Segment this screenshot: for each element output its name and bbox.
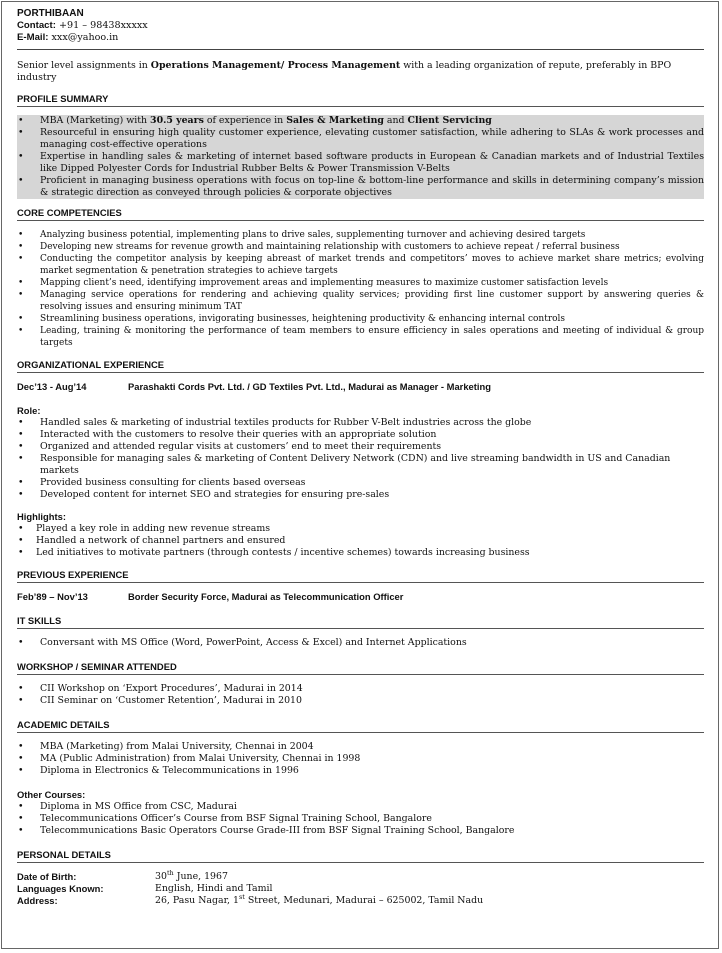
job-position: Border Security Force, Madurai as Telecommunication Officer	[128, 591, 404, 602]
objective-statement: Senior level assignments in Operations Management/ Process Management with a leading organization of repute, preferably in BPO industry	[17, 60, 672, 83]
languages-value: English, Hindi and Tamil	[155, 883, 273, 894]
table-row	[17, 883, 483, 895]
email-line	[17, 32, 704, 44]
profile-summary-box	[17, 115, 704, 199]
list-item: • Streamlining business operations, invigorating businesses, heightening productivity & enhancing internal controls	[17, 313, 704, 325]
list-item: • MA (Public Administration) from Malai University, Chennai in 1998	[17, 753, 704, 765]
academic-list	[17, 741, 704, 777]
role-label: Role:	[17, 405, 41, 416]
list-item: • Developed content for internet SEO and strategies for ensuring pre-sales	[17, 489, 704, 501]
list-item: • Analyzing business potential, implementing plans to drive sales, supplementing turnover and achieving desired targets	[17, 229, 704, 241]
header-divider	[17, 49, 704, 50]
table-row	[17, 895, 483, 907]
list-item: • Leading, training & monitoring the performance of team members to ensure efficiency in sales operations and meeting of individual & group targets	[17, 325, 704, 349]
highlights-label: Highlights:	[17, 511, 66, 522]
contact-value: +91 – 98438xxxxx	[58, 20, 148, 31]
profile-summary-list	[17, 115, 704, 199]
current-job-heading	[17, 381, 704, 393]
section-title-personal-details: PERSONAL DETAILS	[17, 849, 704, 863]
list-item: • Expertise in handling sales & marketing of internet based software products in European & Canadian markets and of Industrial Textiles like Dipped Polyester Cords for Industrial Rubber Belts & Power Transmission V-Belts	[17, 151, 704, 175]
resume-header	[17, 8, 704, 44]
list-item: • Handled a network of channel partners and ensured	[17, 535, 704, 547]
list-item: • Proficient in managing business operations with focus on top-line & bottom-line performance and skills in determining company’s mission & strategic direction as conveyed through policies & corporate objectives	[17, 175, 704, 199]
list-item: • Organized and attended regular visits at customers’ end to meet their requirements	[17, 441, 704, 453]
section-title-previous-experience: PREVIOUS EXPERIENCE	[17, 569, 704, 583]
dob-value: 30th June, 1967	[155, 868, 228, 882]
email-value: xxx@yahoo.in	[51, 32, 119, 43]
section-title-workshop: WORKSHOP / SEMINAR ATTENDED	[17, 661, 704, 675]
address-value: 26, Pasu Nagar, 1st Street, Medunari, Madurai – 625002, Tamil Nadu	[155, 892, 484, 906]
list-item: • Played a key role in adding new revenue streams	[17, 523, 704, 535]
role-list	[17, 417, 704, 501]
job-position: Parashakti Cords Pvt. Ltd. / GD Textiles Pvt. Ltd., Madurai as Manager - Marketing	[128, 381, 491, 392]
list-item: • Diploma in Electronics & Telecommunications in 1996	[17, 765, 704, 777]
workshop-list	[17, 683, 704, 707]
core-competencies-list	[17, 229, 704, 349]
list-item: • Conducting the competitor analysis by keeping abreast of market trends and competitors’ moves to achieve market share metrics; evolving market segmentation & penetration strategies to achieve targets	[17, 253, 704, 277]
job-dates: Dec’13 - Aug’14	[17, 381, 87, 392]
job-dates: Feb’89 – Nov’13	[17, 591, 88, 602]
section-title-it-skills: IT SKILLS	[17, 615, 704, 629]
contact-label: Contact:	[17, 20, 56, 31]
section-title-organizational-experience: ORGANIZATIONAL EXPERIENCE	[17, 359, 704, 373]
section-title-profile-summary: PROFILE SUMMARY	[17, 93, 704, 107]
list-item: • Diploma in MS Office from CSC, Madurai	[17, 801, 704, 813]
list-item: • Conversant with MS Office (Word, PowerPoint, Access & Excel) and Internet Applications	[17, 637, 704, 649]
objective-focus: Operations Management/ Process Management	[150, 60, 401, 71]
previous-job-heading	[17, 591, 704, 603]
email-label: E-Mail:	[17, 32, 49, 43]
list-item: • Handled sales & marketing of industrial textiles products for Rubber V-Belt industries across the globe	[17, 417, 704, 429]
list-item: • Telecommunications Basic Operators Course Grade-III from BSF Signal Training School, Bangalore	[17, 825, 704, 837]
list-item: • Developing new streams for revenue growth and maintaining relationship with customers to achieve repeat / referral business	[17, 241, 704, 253]
list-item: • Mapping client’s need, identifying improvement areas and implementing measures to maximize customer satisfaction levels	[17, 277, 704, 289]
list-item: • Interacted with the customers to resolve their queries with an appropriate solution	[17, 429, 704, 441]
contact-line	[17, 20, 704, 32]
list-item: • Led initiatives to motivate partners (through contests / incentive schemes) towards increasing business	[17, 547, 704, 559]
list-item: • Responsible for managing sales & marketing of Content Delivery Network (CDN) and live streaming bandwidth in US and Canadian markets	[17, 453, 704, 477]
list-item: • Provided business consulting for clients based overseas	[17, 477, 704, 489]
resume-page	[1, 1, 719, 949]
list-item: • Telecommunications Officer’s Course from BSF Signal Training School, Bangalore	[17, 813, 704, 825]
section-title-core-competencies: CORE COMPETENCIES	[17, 207, 704, 221]
personal-details-table	[17, 868, 484, 907]
list-item: • CII Workshop on ‘Export Procedures’, Madurai in 2014	[17, 683, 704, 695]
table-row	[17, 871, 483, 883]
highlights-list	[17, 523, 704, 559]
list-item: • MBA (Marketing) with 30.5 years of experience in Sales & Marketing and Client Servicing	[17, 115, 704, 127]
dob-label: Date of Birth:	[17, 871, 77, 882]
other-courses-list	[17, 801, 704, 837]
languages-label: Languages Known:	[17, 883, 104, 894]
list-item: • CII Seminar on ‘Customer Retention’, Madurai in 2010	[17, 695, 704, 707]
it-skills-list	[17, 637, 704, 649]
list-item: • MBA (Marketing) from Malai University, Chennai in 2004	[17, 741, 704, 753]
section-title-academic-details: ACADEMIC DETAILS	[17, 719, 704, 733]
address-label: Address:	[17, 895, 58, 906]
list-item: • Managing service operations for rendering and achieving quality services; providing first line customer support by answering queries & resolving issues and ensuring minimum TAT	[17, 289, 704, 313]
candidate-name: PORTHIBAAN	[17, 8, 84, 19]
other-courses-label: Other Courses:	[17, 789, 86, 800]
list-item: • Resourceful in ensuring high quality customer experience, elevating customer satisfaction, while adhering to SLAs & work processes and managing cost-effective operations	[17, 127, 704, 151]
